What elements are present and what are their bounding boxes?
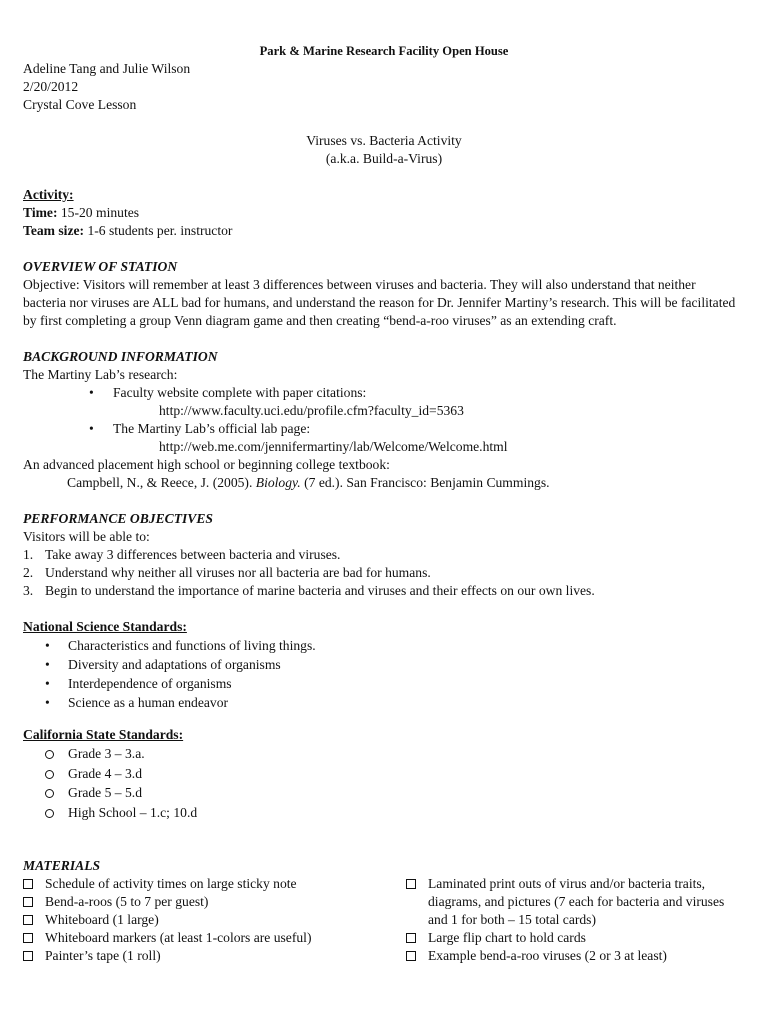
list-item — [23, 675, 748, 694]
materials-heading: MATERIALS — [23, 858, 101, 873]
list-item — [23, 637, 748, 656]
list-item — [23, 804, 748, 824]
list-item-text: Grade 5 – 5.d — [68, 785, 142, 800]
california-standards-heading: California State Standards: — [23, 727, 184, 742]
time-value: 15-20 minutes — [57, 205, 140, 220]
team-size-label: Team size: — [23, 223, 85, 238]
list-item — [23, 384, 748, 420]
checkbox-icon[interactable] — [23, 897, 33, 907]
team-size-value: 1-6 students per. instructor — [84, 223, 233, 238]
list-item — [23, 420, 748, 456]
list-item — [23, 745, 748, 765]
circle-bullet-icon — [45, 770, 54, 779]
list-item-text: Characteristics and functions of living things. — [68, 638, 316, 653]
list-item — [23, 784, 748, 804]
bullet-icon: • — [89, 385, 94, 400]
list-item — [23, 546, 748, 564]
team-size-row — [23, 222, 748, 240]
checkbox-item-text: Whiteboard markers (at least 1-colors are useful) — [45, 930, 312, 945]
list-item-text: Grade 3 – 3.a. — [68, 746, 145, 761]
authors: Adeline Tang and Julie Wilson — [23, 61, 191, 76]
lab-page-link[interactable]: http://web.me.com/jennifermartiny/lab/Welcome/Welcome.html — [159, 439, 508, 454]
activity-heading: Activity: — [23, 187, 74, 202]
background-heading: BACKGROUND INFORMATION — [23, 349, 218, 364]
checkbox-item-text: Schedule of activity times on large sticky note — [45, 876, 297, 891]
checkbox-item — [406, 947, 746, 965]
citation-authors: Campbell, N., & Reece, J. (2005). — [67, 475, 256, 490]
circle-bullet-icon — [45, 809, 54, 818]
checkbox-item-text: Example bend-a-roo viruses (2 or 3 at least) — [428, 948, 667, 963]
activity-title: Viruses vs. Bacteria Activity — [306, 133, 462, 148]
checkbox-item-text: Laminated print outs of virus and/or bacteria traits, diagrams, and pictures (7 each for bacteria and viruses and 1 for both – 15 total cards) — [428, 876, 725, 927]
overview-heading: OVERVIEW OF STATION — [23, 259, 178, 274]
list-number: 1. — [23, 547, 34, 562]
national-standards-heading: National Science Standards: — [23, 619, 187, 634]
date: 2/20/2012 — [23, 79, 79, 94]
materials-right-column — [406, 875, 746, 965]
list-item — [23, 582, 748, 600]
materials-left-column — [23, 875, 393, 965]
list-item-text: Take away 3 differences between bacteria and viruses. — [45, 547, 341, 562]
document-page — [23, 42, 748, 963]
activity-subtitle: (a.k.a. Build-a-Virus) — [325, 151, 443, 166]
checkbox-item-text: Bend-a-roos (5 to 7 per guest) — [45, 894, 209, 909]
document-title: Park & Marine Research Facility Open House — [259, 44, 509, 58]
faculty-website-link[interactable]: http://www.faculty.uci.edu/profile.cfm?faculty_id=5363 — [159, 403, 464, 418]
list-item — [23, 765, 748, 785]
list-item-text: High School – 1.c; 10.d — [68, 804, 198, 820]
list-number: 2. — [23, 565, 34, 580]
list-item — [23, 694, 748, 713]
background-list — [23, 384, 748, 456]
checkbox-item — [23, 947, 393, 965]
faculty-website-label: Faculty website complete with paper citations: — [113, 385, 367, 400]
list-item-text: Interdependence of organisms — [68, 676, 232, 691]
checkbox-icon[interactable] — [406, 879, 416, 889]
list-item-text: Grade 4 – 3.d — [68, 765, 142, 781]
checkbox-icon[interactable] — [23, 933, 33, 943]
lesson-name: Crystal Cove Lesson — [23, 97, 137, 112]
time-row — [23, 204, 748, 222]
list-item-text: Understand why neither all viruses nor all bacteria are bad for humans. — [45, 565, 431, 580]
list-item-text: Diversity and adaptations of organisms — [68, 657, 281, 672]
checkbox-item — [406, 875, 746, 929]
list-number: 3. — [23, 583, 34, 598]
checkbox-icon[interactable] — [23, 951, 33, 961]
circle-bullet-icon — [45, 750, 54, 759]
checkbox-icon[interactable] — [23, 915, 33, 925]
checkbox-item — [23, 911, 393, 929]
bullet-icon: • — [89, 421, 94, 436]
checkbox-icon[interactable] — [406, 951, 416, 961]
bullet-icon: • — [45, 676, 50, 691]
citation-publisher: (7 ed.). San Francisco: Benjamin Cummings. — [300, 475, 550, 490]
national-standards-list — [23, 636, 748, 713]
circle-bullet-icon — [45, 789, 54, 798]
checkbox-item-text: Whiteboard (1 large) — [45, 912, 159, 927]
checkbox-icon[interactable] — [406, 933, 416, 943]
california-standards-list — [23, 744, 748, 823]
citation-title: Biology. — [255, 475, 301, 490]
checkbox-item — [23, 875, 393, 893]
performance-list — [23, 546, 748, 600]
citation — [23, 474, 748, 492]
lab-page-label: The Martiny Lab’s official lab page: — [113, 421, 311, 436]
checkbox-item — [23, 929, 393, 947]
textbook-line: An advanced placement high school or beginning college textbook: — [23, 457, 390, 472]
list-item-text: Begin to understand the importance of marine bacteria and viruses and their effects on our own lives. — [45, 583, 595, 598]
checkbox-icon[interactable] — [23, 879, 33, 889]
list-item — [23, 656, 748, 675]
checkbox-item — [406, 929, 746, 947]
bullet-icon: • — [45, 657, 50, 672]
bullet-icon: • — [45, 695, 50, 710]
background-intro: The Martiny Lab’s research: — [23, 367, 178, 382]
performance-intro: Visitors will be able to: — [23, 529, 150, 544]
checkbox-item-text: Large flip chart to hold cards — [428, 930, 586, 945]
list-item — [23, 564, 748, 582]
performance-heading: PERFORMANCE OBJECTIVES — [23, 511, 213, 526]
checkbox-item — [23, 893, 393, 911]
time-label: Time: — [23, 205, 58, 220]
overview-text: Objective: Visitors will remember at least 3 differences between viruses and bacteria. They will also understand that neither bacteria nor viruses are ALL bad for humans, and understand the reason for Dr. Jennifer Martiny’s research. This will be facilitated by first completing a group Venn diagram game and then creating “bend-a-roo viruses” as an extending craft. — [23, 277, 736, 328]
checkbox-item-text: Painter’s tape (1 roll) — [45, 948, 161, 963]
list-item-text: Science as a human endeavor — [68, 695, 229, 710]
bullet-icon: • — [45, 638, 50, 653]
